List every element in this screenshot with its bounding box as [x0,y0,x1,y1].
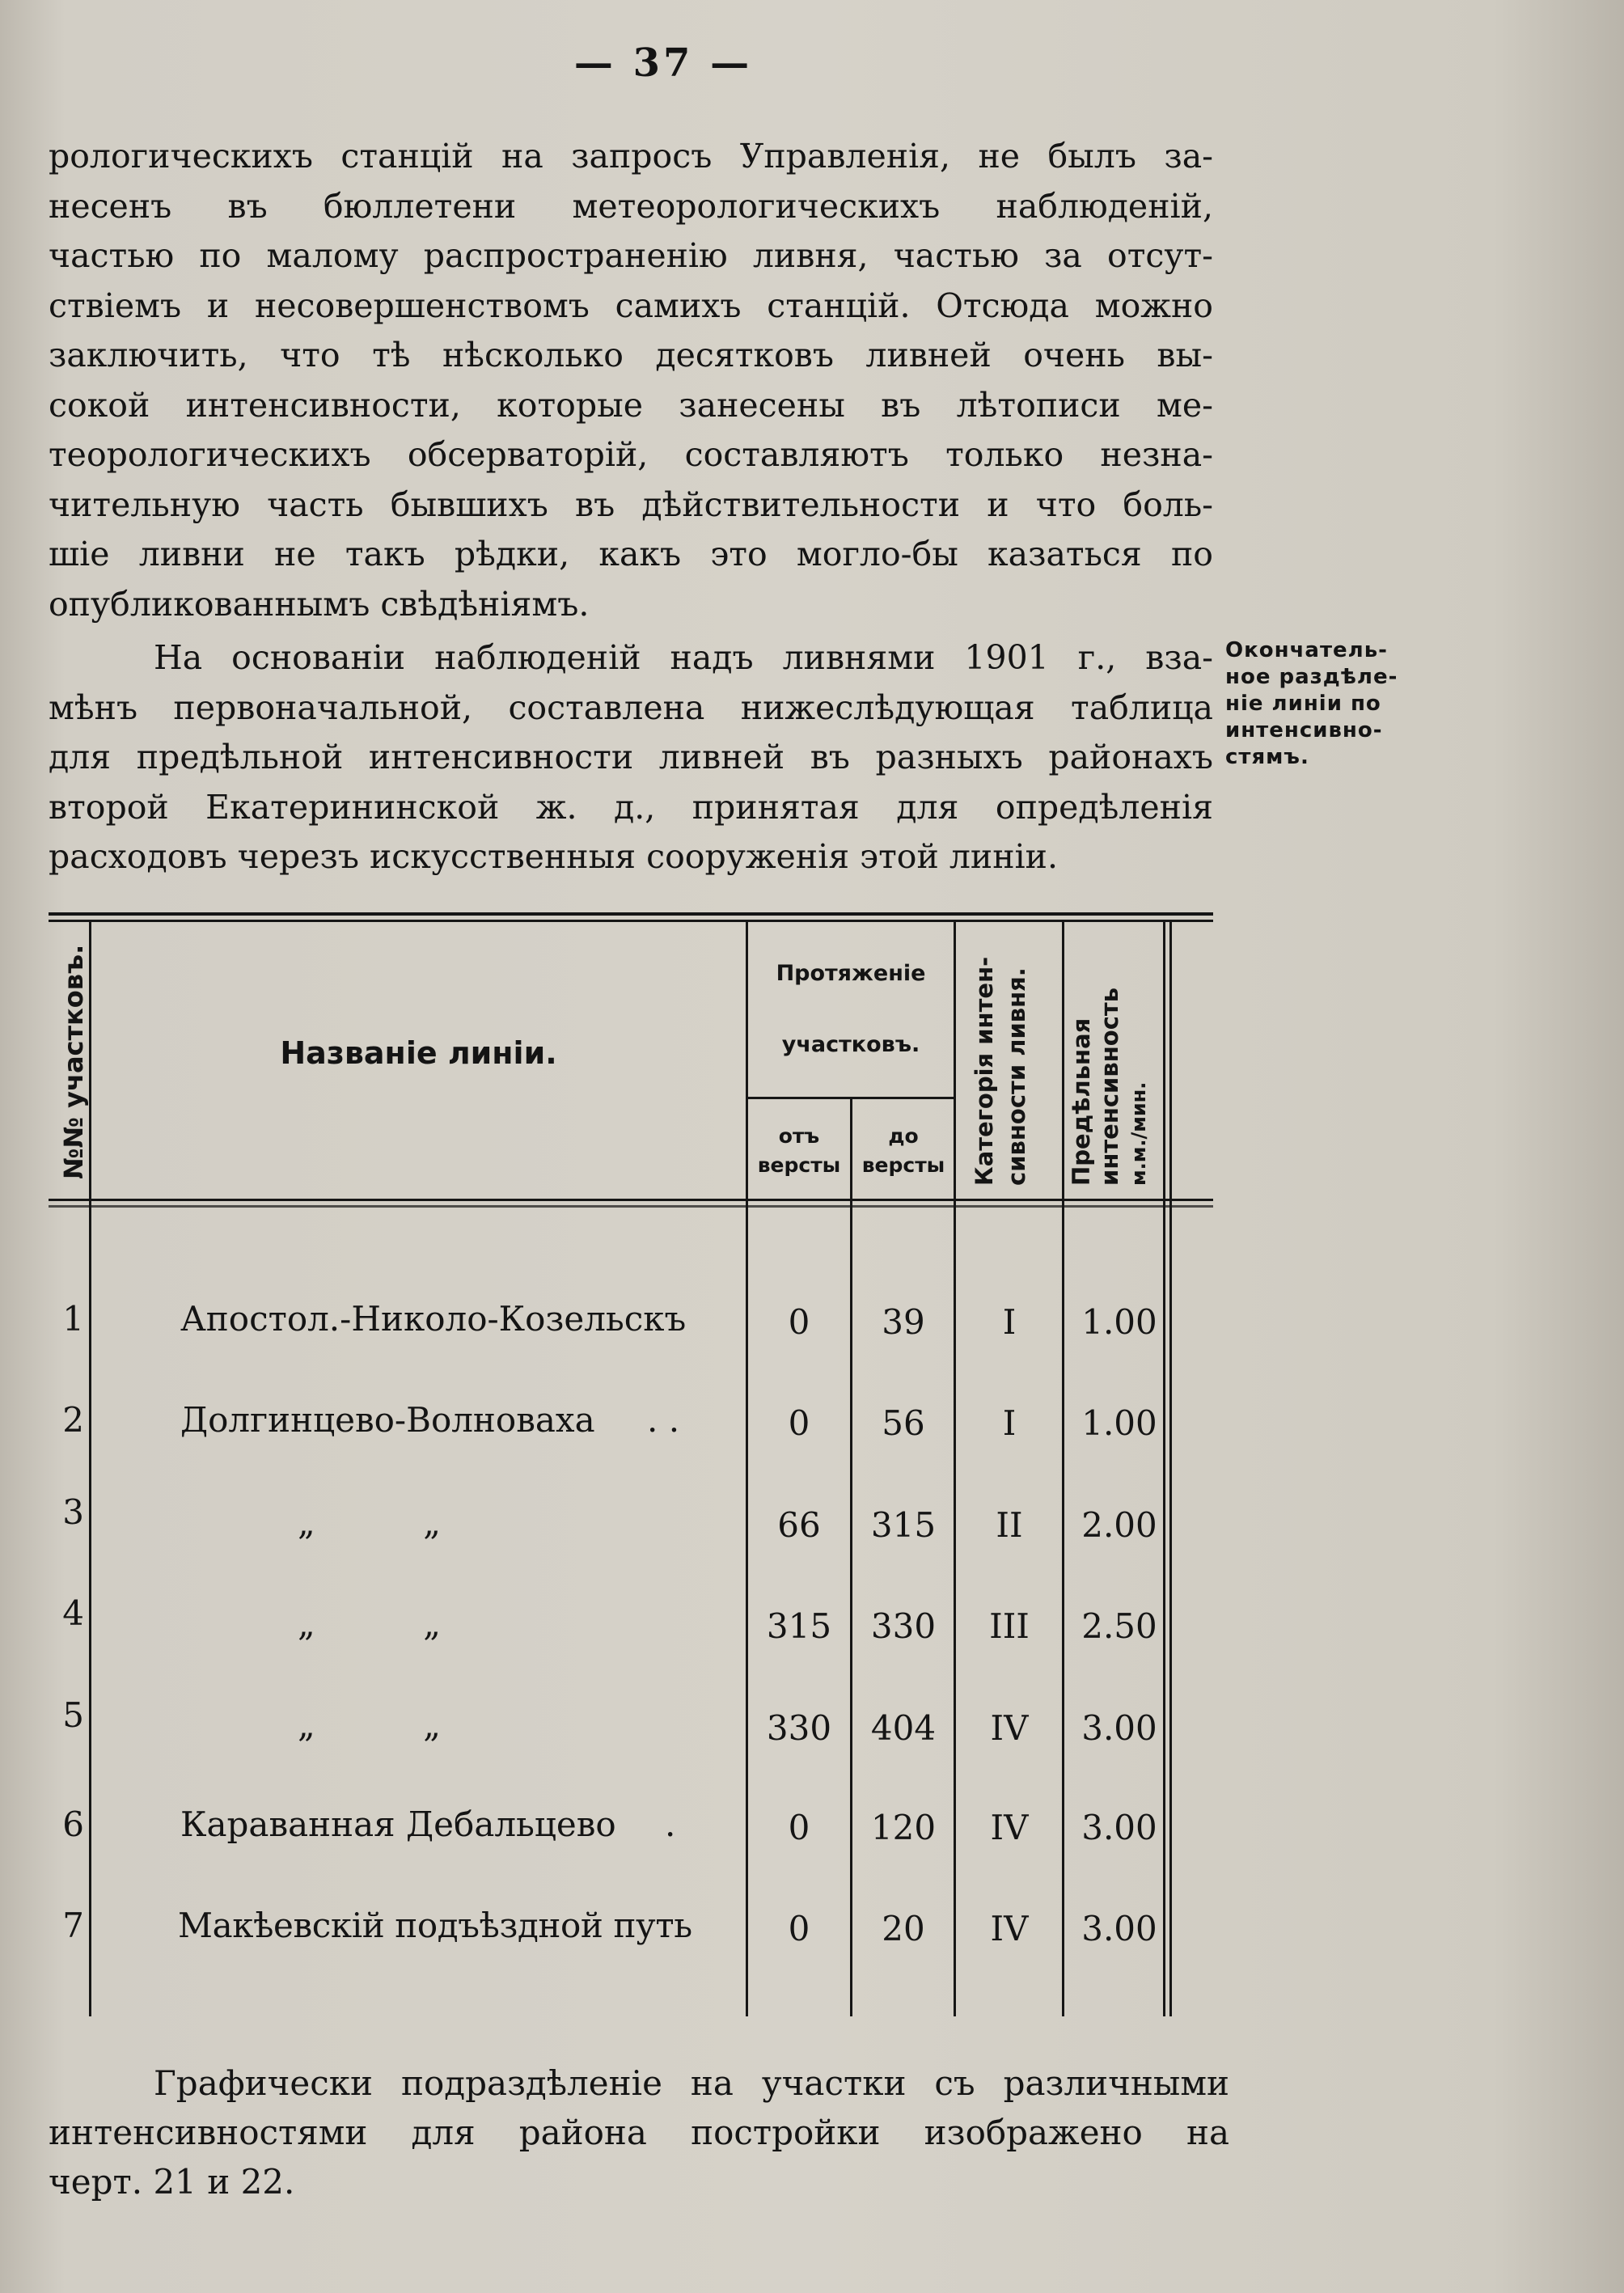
from-verst: 0 [788,1403,810,1443]
from-verst: 0 [788,1302,810,1342]
header-limit-3: м.м./мин. [1127,1081,1150,1186]
col-rule [954,920,956,2016]
text-line: чительную часть бывшихъ въ дѣйствительности и что боль- [49,484,1213,524]
margin-note [1225,637,1423,771]
ditto-marks: „ „ [298,1503,442,1542]
header-to-top: до [888,1124,919,1148]
to-verst: 120 [870,1808,937,1847]
to-verst: 20 [882,1909,925,1948]
to-verst: 330 [870,1606,937,1646]
line-name: Караванная Дебальцево [180,1804,616,1844]
row-number: 1 [62,1299,84,1339]
ditto-marks: „ „ [298,1604,442,1644]
margin-note-line: ное раздѣле- [1225,665,1398,689]
header-bottom-rule-2 [49,1205,1213,1208]
page-number: — 37 — [573,40,753,86]
paragraph-table-intro [49,633,1213,882]
row-number: 2 [62,1400,84,1440]
col-rule [746,920,748,2016]
table-top-rule [49,912,1213,916]
row-number: 3 [62,1492,84,1532]
col-rule [850,1097,852,2016]
paragraph-continued [49,132,1213,629]
from-verst: 330 [766,1708,832,1748]
from-verst: 0 [788,1909,810,1948]
to-verst: 39 [882,1302,925,1342]
col-rule [1062,920,1064,2016]
text-line: мѣнъ первоначальной, составлена нижеслѣдующая таблица [49,687,1213,727]
header-bottom-rule [49,1199,1213,1201]
header-from-bottom: версты [757,1153,841,1177]
text-line: опубликованнымъ свѣдѣніямъ. [49,584,590,624]
margin-note-line: Окончатель- [1225,638,1388,662]
header-limit-2: интенсивность [1096,987,1123,1186]
col-rule [89,920,91,2016]
ditto-marks: „ „ [298,1705,442,1745]
category: IV [990,1808,1029,1847]
category: I [1002,1403,1017,1443]
text-line: сокой интенсивности, которые занесены въ лѣтописи ме- [49,385,1213,425]
col-rule [1169,920,1172,2016]
closing-paragraph [49,2058,1229,2206]
table-top-rule-2 [49,920,1213,922]
to-verst: 56 [882,1403,925,1443]
intensity: 3.00 [1081,1808,1157,1847]
header-category-2: сивности ливня. [1003,967,1030,1186]
text-line: второй Екатерининской ж. д., принятая для опредѣленія [49,787,1213,827]
text-line: рологическихъ станцій на запросъ Управленія, не былъ за- [49,137,1213,176]
header-from-top: отъ [778,1124,820,1148]
text-line: теорологическихъ обсерваторій, составляютъ только незна- [49,435,1213,474]
leader-dots: . [665,1804,676,1844]
header-section-no: №№ участковъ. [58,944,89,1179]
header-length-top: Протяженіе [776,961,926,986]
col-rule [1163,920,1165,2016]
intensity-table [49,912,1213,2029]
header-category-1: Категорія интен- [971,956,998,1186]
text-line: шіе ливни не такъ рѣдки, какъ это могло-бы казаться по [49,535,1213,573]
line-name: Долгинцево-Волноваха [180,1400,595,1440]
intensity: 3.00 [1081,1708,1157,1748]
margin-note-line: стямъ. [1225,745,1309,769]
line-name: Макѣевскій подъѣздной путь [178,1906,692,1945]
header-to-bottom: версты [861,1153,945,1177]
text-line: несенъ въ бюллетени метеорологическихъ наблюденій, [49,186,1213,226]
margin-note-line: ніе линіи по [1225,692,1381,716]
row-number: 7 [62,1906,84,1945]
intensity: 2.00 [1081,1505,1157,1545]
leader-dots: . . [647,1400,680,1440]
text-line: расходовъ черезъ искусственныя сооруженія этой линіи. [49,837,1058,876]
text-line: На основаніи наблюденій надъ ливнями 1901 г., вза- [154,638,1213,677]
to-verst: 315 [870,1505,937,1545]
category: I [1002,1302,1017,1342]
intensity: 1.00 [1081,1302,1157,1342]
text-line: заключить, что тѣ нѣсколько десятковъ ливней очень вы- [49,336,1213,374]
from-verst: 315 [766,1606,832,1646]
line-name: Апостол.-Николо-Козельскъ [180,1299,687,1339]
from-verst: 66 [777,1505,821,1545]
text-line: Графически подраздѣленіе на участки съ различными [154,2063,1229,2103]
intensity: 1.00 [1081,1403,1157,1443]
text-line: интенсивностями для района постройки изображено на [49,2113,1229,2152]
intensity: 3.00 [1081,1909,1157,1948]
text-line: черт. 21 и 22. [49,2162,295,2202]
margin-note-line: интенсивно- [1225,718,1383,742]
category: II [996,1505,1023,1545]
text-line: для предѣльной интенсивности ливней въ разныхъ районахъ [49,738,1213,776]
category: IV [990,1909,1029,1948]
category: III [989,1606,1030,1646]
row-number: 6 [62,1804,84,1844]
text-line: частью по малому распространенію ливня, частью за отсут- [49,236,1213,275]
header-length-bottom: участковъ. [781,1032,920,1057]
intensity: 2.50 [1081,1606,1157,1646]
category: IV [990,1708,1029,1748]
to-verst: 404 [870,1708,937,1748]
row-number: 5 [62,1695,84,1735]
text-line: ствіемъ и несовершенствомъ самихъ станцій. Отсюда можно [49,286,1213,325]
from-verst: 0 [788,1808,810,1847]
header-limit-1: Предѣльная [1068,1017,1095,1186]
row-number: 4 [62,1593,84,1633]
header-line-name: Названіе линіи. [280,1035,557,1071]
